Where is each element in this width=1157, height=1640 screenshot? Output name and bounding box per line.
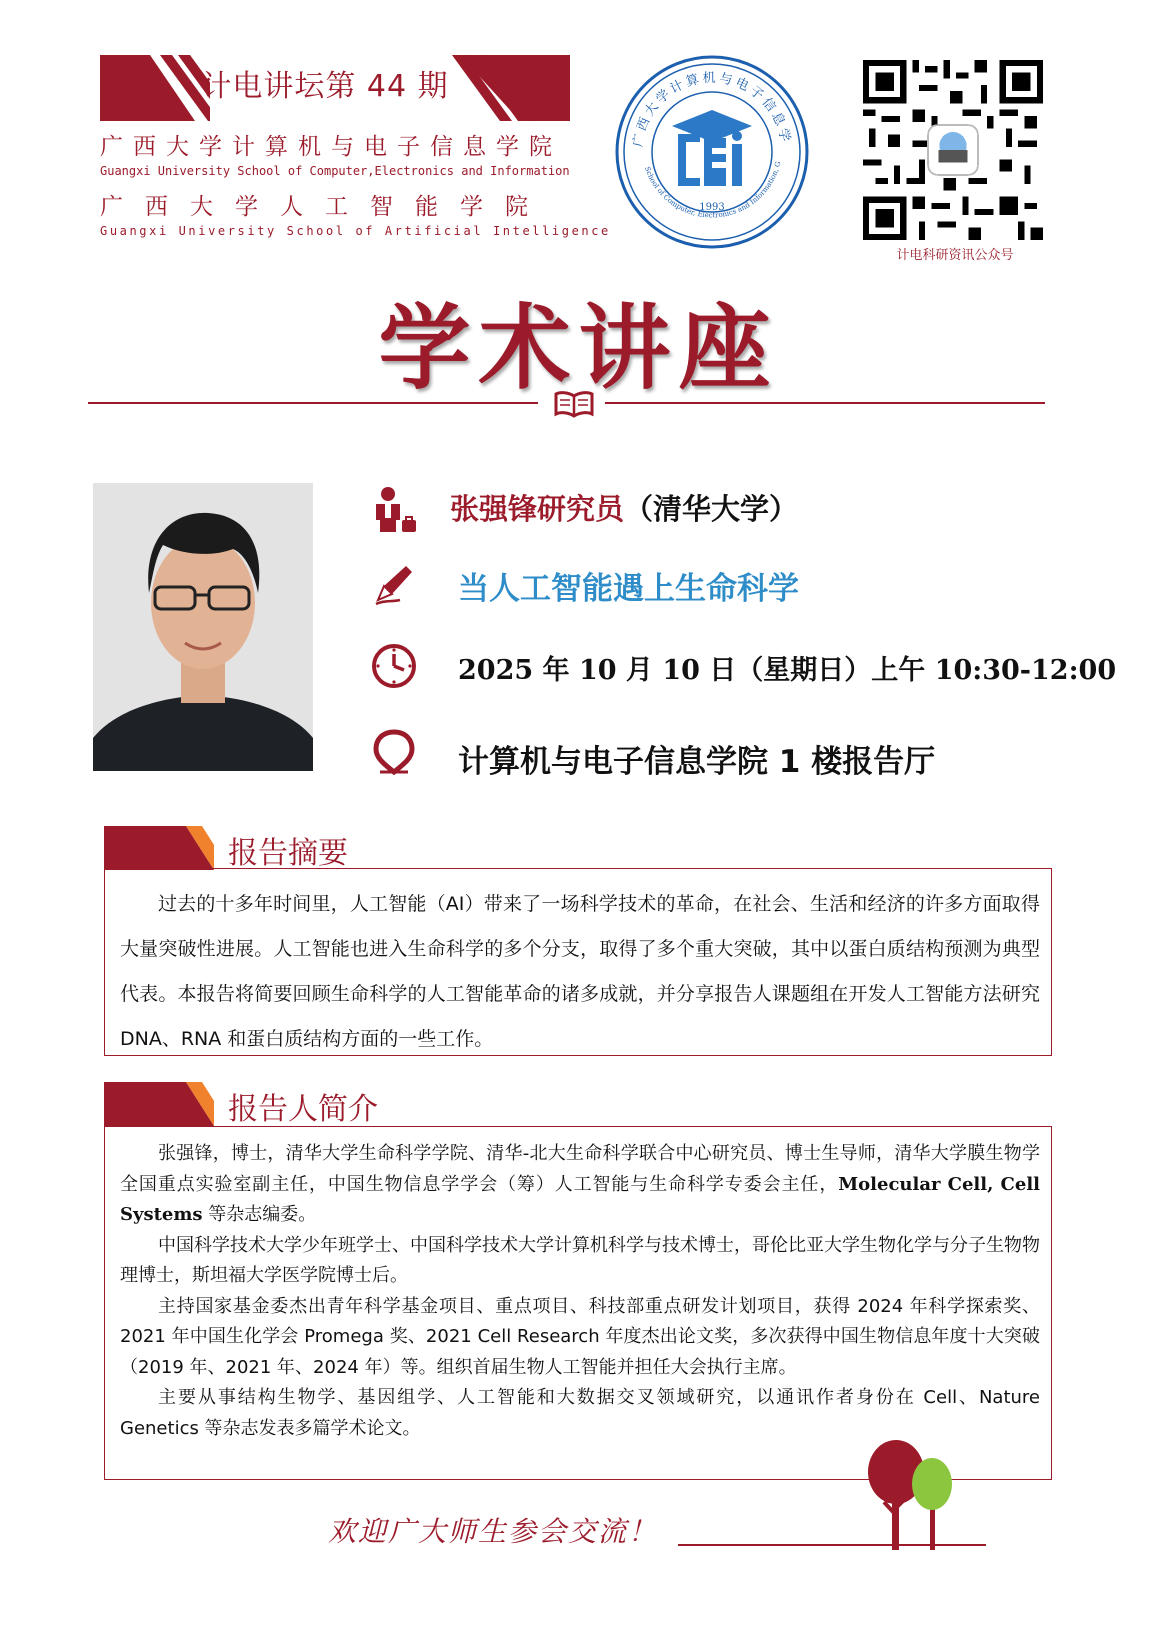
bio-section-tab — [104, 1082, 214, 1126]
open-book-icon — [554, 390, 594, 418]
bio-paragraph-2: 中国科学技术大学少年班学士、中国科学技术大学计算机科学与技术博士，哥伦比亚大学生物化学与分子生物物理博士，斯坦福大学医学院博士后。 — [120, 1234, 1040, 1286]
qr-code[interactable] — [863, 60, 1043, 240]
welcome-message: 欢迎广大师生参会交流！ — [328, 1515, 659, 1548]
bio-text — [120, 1139, 1040, 1444]
school-name-en: Guangxi University School of Computer,Electronics and Information — [100, 164, 570, 178]
title-divider-right — [605, 402, 1045, 404]
speaker-affiliation: （清华大学） — [624, 492, 799, 526]
lecture-datetime: 2025 年 10 月 10 日（星期日）上午 10:30-12:00 — [458, 655, 1117, 686]
school-name-cn: 广西大学计算机与电子信息学院 — [100, 134, 562, 160]
lecture-venue: 计算机与电子信息学院 1 楼报告厅 — [458, 744, 936, 780]
lecture-topic: 当人工智能遇上生命科学 — [458, 571, 799, 607]
bio-p1-tail: 等杂志编委。 — [202, 1204, 317, 1225]
bio-p1-text: 张强锋，博士，清华大学生命科学学院、清华-北大生命科学联合中心研究员、博士生导师，清华大学膜生物学全国重点实验室副主任，中国生物信息学学会（筹）人工智能与生命科学专委会主任， — [120, 1143, 1040, 1195]
logo-year: 1993 — [699, 202, 725, 213]
bio-paragraph-1 — [120, 1139, 1040, 1231]
logo-ring-text: 广西大学计算机与电子信息学 — [630, 70, 793, 149]
speaker-name-text: 张强锋研究员 — [450, 492, 625, 526]
school-logo — [614, 54, 810, 250]
pen-icon — [370, 560, 418, 608]
location-pin-icon — [370, 728, 418, 776]
page-title: 学术讲座 — [378, 295, 779, 402]
abstract-text: 过去的十多年时间里，人工智能（AI）带来了一场科学技术的革命，在社会、生活和经济的许多方面取得大量突破性进展。人工智能也进入生命科学的多个分支，取得了多个重大突破，其中以蛋白质结构预测为典型代表。本报告将简要回顾生命科学的人工智能革命的诸多成就，并分享报告人课题组在开发人工智能方法研究 DNA、RNA 和蛋白质结构方面的一些工作。 — [120, 893, 1040, 1050]
abstract-heading: 报告摘要 — [228, 836, 348, 871]
speaker-photo — [93, 483, 313, 771]
bio-heading: 报告人简介 — [228, 1092, 378, 1127]
logo-ring-text-en: School of Computer, Electronics and Information, G — [643, 160, 783, 220]
speaker-name — [450, 487, 798, 528]
person-icon — [370, 486, 418, 534]
ai-school-name-cn: 广西大学人工智能学院 — [100, 194, 550, 220]
ai-school-name-en: Guangxi University School of Artificial Intelligence — [100, 224, 611, 238]
bio-p1-journals: Molecular Cell, Cell Systems — [120, 1173, 1040, 1225]
clock-icon — [370, 642, 418, 690]
trees-icon — [868, 1440, 968, 1550]
bio-paragraph-3: 主持国家基金委杰出青年科学基金项目、重点项目、科技部重点研发计划项目，获得 2024 年科学探索奖、2021 年中国生化学会 Promega 奖、2021 Cell Research 年度杰出论文奖，多次获得中国生物信息年度十大突破（2019 年、2021 年、2024 年）等。组织首届生物人工智能并担任大会执行主席。 — [120, 1295, 1040, 1378]
abstract-section-tab — [104, 826, 214, 870]
bio-paragraph-4: 主要从事结构生物学、基因组学、人工智能和大数据交叉领域研究，以通讯作者身份在 Cell、Nature Genetics 等杂志发表多篇学术论文。 — [120, 1387, 1040, 1439]
title-divider-left — [88, 402, 538, 404]
forum-issue-title: 计电讲坛第 44 期 — [201, 69, 449, 104]
qr-caption: 计电科研资讯公众号 — [896, 248, 1014, 263]
